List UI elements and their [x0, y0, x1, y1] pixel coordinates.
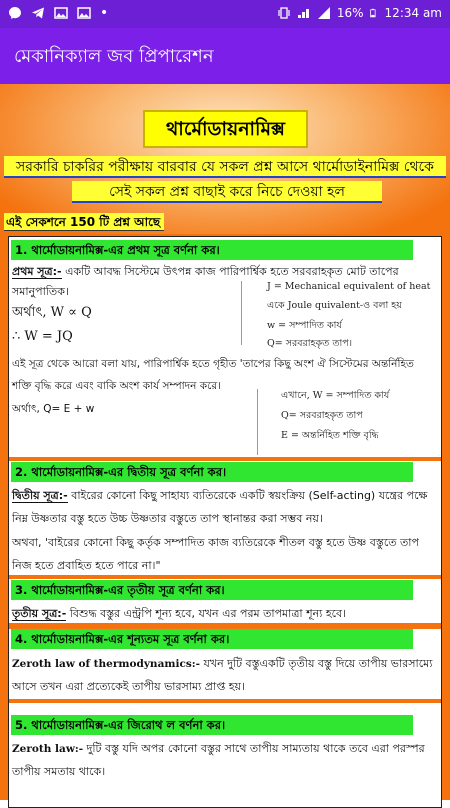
note-text: J = Mechanical equivalent of heat: [267, 281, 431, 292]
answer-text: এই সূত্র থেকে আরো বলা যায়, পারিপার্শ্বিক হতে গৃহীত 'তাপের কিছু অংশ ঐ সিস্টেমের অন্তর্নিহিত: [12, 358, 414, 370]
answer-text: Zeroth law:- দুটি বস্তু যদি অপর কোনো বস্তুর সাথে তাপীয় সাম্যতায় থাকে তবে এরা পরস্পর: [12, 742, 425, 755]
question-heading: 1. থার্মোডায়নামিক্স-এর প্রথম সূত্র বর্ণনা কর।: [11, 240, 413, 260]
answer-text: অর্থাৎ, Q= E + w: [12, 403, 95, 415]
separator: [9, 457, 441, 461]
divider: [241, 281, 242, 345]
question-heading: 2. থার্মোডায়নামিক্স-এর দ্বিতীয় সূত্র বর্ণনা কর।: [11, 462, 413, 482]
equation: অর্থাৎ, W ∝ Q: [12, 305, 92, 320]
telegram-icon: [31, 6, 45, 20]
answer-text: অথবা, 'বাইরের কোনো কিছু কর্তৃক সম্পাদিত কাজ ব্যতিরেকে শীতল বস্তু হতে উষ্ণ বস্তুতে তাপ: [12, 536, 419, 549]
intro-line-1: সরকারি চাকরির পরীক্ষায় বারবার যে সকল প্রশ্ন আসে থার্মোডাইনামিক্স থেকে: [4, 156, 446, 178]
question-count: এই সেকশনে 150 টি প্রশ্ন আছে: [4, 213, 164, 231]
status-bar: [0, 0, 450, 28]
answer-text: নিম্ন উষ্ণতার বস্তু হতে উচ্চ উষ্ণতার বস্তুতে তাপ স্থানান্তর করা সম্ভব নয়।: [12, 512, 323, 525]
app-title: মেকানিক্যাল জব প্রিপারেশন: [14, 46, 214, 67]
answer-text: প্রথম সূত্র:- একটি আবদ্ধ সিস্টেমে উৎপন্ন কাজ পারিপার্শ্বিক হতে সরবরাহকৃত মোট তাপের: [12, 265, 399, 278]
more-dots-icon: •: [100, 5, 109, 21]
question-heading: 4. থার্মোডায়নামিক্স-এর শূন্যতম সূত্র বর্ণনা কর।: [11, 629, 413, 649]
gallery-icon: [77, 6, 91, 20]
separator: [9, 699, 441, 703]
answer-text: তৃতীয় সূত্র:- বিশুদ্ধ বস্তুর এন্ট্রপি শূন্য হবে, যখন এর পরম তাপমাত্রা শূন্য হবে।: [12, 607, 347, 620]
app-bar: [0, 28, 450, 84]
answer-text: শক্তি বৃদ্ধি করে এবং বাকি অংশ কার্য সম্পাদন করে।: [12, 380, 221, 392]
note-text: E = অন্তর্নিহিত শক্তি বৃদ্ধি: [281, 430, 379, 441]
vibrate-icon: [277, 6, 291, 20]
battery-icon: [370, 6, 379, 20]
gallery-icon: [54, 6, 68, 20]
answer-text: Zeroth law of thermodynamics:- যখন দুটি বস্তুএকটি তৃতীয় বস্তু দিয়ে তাপীয় ভারসাম্যে: [12, 657, 433, 670]
question-heading: 5. থার্মোডায়নামিক্স-এর জিরোথ ল বর্ণনা কর।: [11, 715, 413, 735]
answer-text: আসে তখন এরা প্রত্যেকেই তাপীয় ভারসাম্য প্রাপ্ত হয়।: [12, 680, 245, 693]
note-text: এখানে, W = সম্পাদিত কার্য: [281, 390, 390, 401]
answer-text: সমানুপাতিক।: [12, 285, 69, 298]
battery-percent: 16%: [336, 6, 364, 20]
answer-text: দ্বিতীয় সূত্র:- বাইরের কোনো কিছু সাহায্য ব্যতিরেকে একটি স্বয়ংক্রিয় (Self-acting) যন্ত্রের পক্ষে: [12, 489, 428, 502]
equation: ∴ W = JQ: [12, 329, 73, 344]
messenger-icon: [8, 6, 22, 20]
question-heading: 3. থার্মোডায়নামিক্স-এর তৃতীয় সূত্র বর্ণনা কর।: [11, 580, 413, 600]
divider: [257, 389, 258, 455]
note-text: w = সম্পাদিত কার্য: [267, 320, 342, 331]
note-text: Q= সরবরাহকৃত তাপ।: [267, 338, 353, 349]
answer-text: তাপীয় সমতায় থাকে।: [12, 765, 106, 778]
answer-text: নিজ হতে প্রবাহিত হতে পারে না।": [12, 559, 161, 572]
note-text: একে Joule quivalent-ও বলা হয়: [267, 300, 402, 311]
separator: [9, 575, 441, 579]
questions-panel[interactable]: [8, 236, 442, 808]
intro-line-2: সেই সকল প্রশ্ন বাছাই করে নিচে দেওয়া হল: [72, 181, 382, 203]
note-text: Q= সরবরাহকৃত তাপ: [281, 410, 363, 421]
lte-signal-icon: [297, 6, 311, 20]
clock: 12:34 am: [384, 6, 442, 20]
signal-icon: [317, 6, 331, 20]
page-title: থার্মোডায়নামিক্স: [143, 110, 308, 148]
content-area[interactable]: [0, 84, 450, 800]
